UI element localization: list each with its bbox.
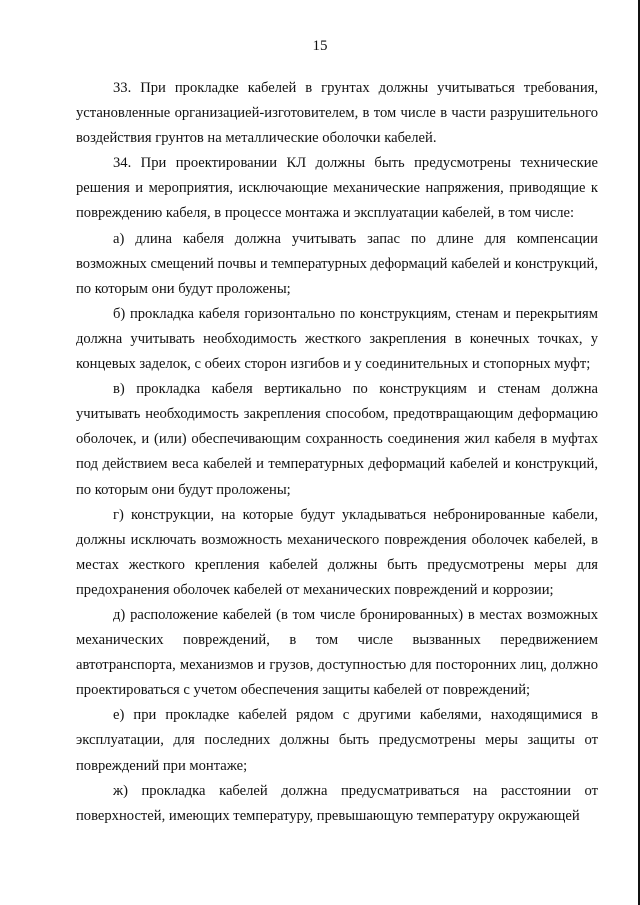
paragraph-33: 33. При прокладке кабелей в грунтах должны учитываться требования, установленные организацией-изготовителем, в том числе в части разрушительного воздействия грунтов на металлические оболочки кабелей. bbox=[76, 80, 598, 147]
list-item-b: б) прокладка кабеля горизонтально по конструкциям, стенам и перекрытиям должна учитывать необходимость жесткого закрепления в конечных точках, у концевых заделок, с обеих сторон изгибов и у соединительных и стопорных муфт; bbox=[76, 305, 598, 373]
list-item-a: а) длина кабеля должна учитывать запас по длине для компенсации возможных смещений почвы и температурных деформаций кабелей и конструкций, по которым они будут проложены; bbox=[76, 230, 598, 297]
list-item-e: е) при прокладке кабелей рядом с другими кабелями, находящимися в эксплуатации, для последних должны быть предусмотрены меры защиты от повреждений при монтаже; bbox=[76, 707, 598, 774]
list-item-g: г) конструкции, на которые будут укладываться небронированные кабели, должны исключать возможность механического повреждения оболочек кабелей, в местах жесткого крепления кабелей должны быть предусмотрены меры для предохранения оболочек кабелей от механических повреждений и коррозии; bbox=[76, 506, 598, 598]
list-item-v: в) прокладка кабеля вертикально по конструкциям и стенам должна учитывать необходимость закрепления способом, предотвращающим деформацию оболочек, и (или) обеспечивающим сохранность соединения жил кабеля в муфтах под действием веса кабелей и температурных деформаций кабелей и конструкций, по которым они будут проложены; bbox=[76, 381, 598, 498]
list-item-zh: ж) прокладка кабелей должна предусматриваться на расстоянии от поверхностей, имеющих температуру, превышающую температуру окружающей bbox=[76, 782, 598, 824]
paragraph-34: 34. При проектировании КЛ должны быть предусмотрены технические решения и мероприятия, исключающие механические напряжения, приводящие к повреждению кабеля, в процессе монтажа и эксплуатации кабелей, в том числе: bbox=[76, 155, 598, 222]
page-number: 15 bbox=[312, 38, 328, 54]
document-body bbox=[76, 76, 598, 829]
list-item-d: д) расположение кабелей (в том числе бронированных) в местах возможных механических повреждений, в том числе вызванных передвижением автотранспорта, механизмов и грузов, доступностью для посторонних лиц, должно проектироваться с учетом обеспечения защиты кабелей от повреждений; bbox=[76, 606, 598, 699]
